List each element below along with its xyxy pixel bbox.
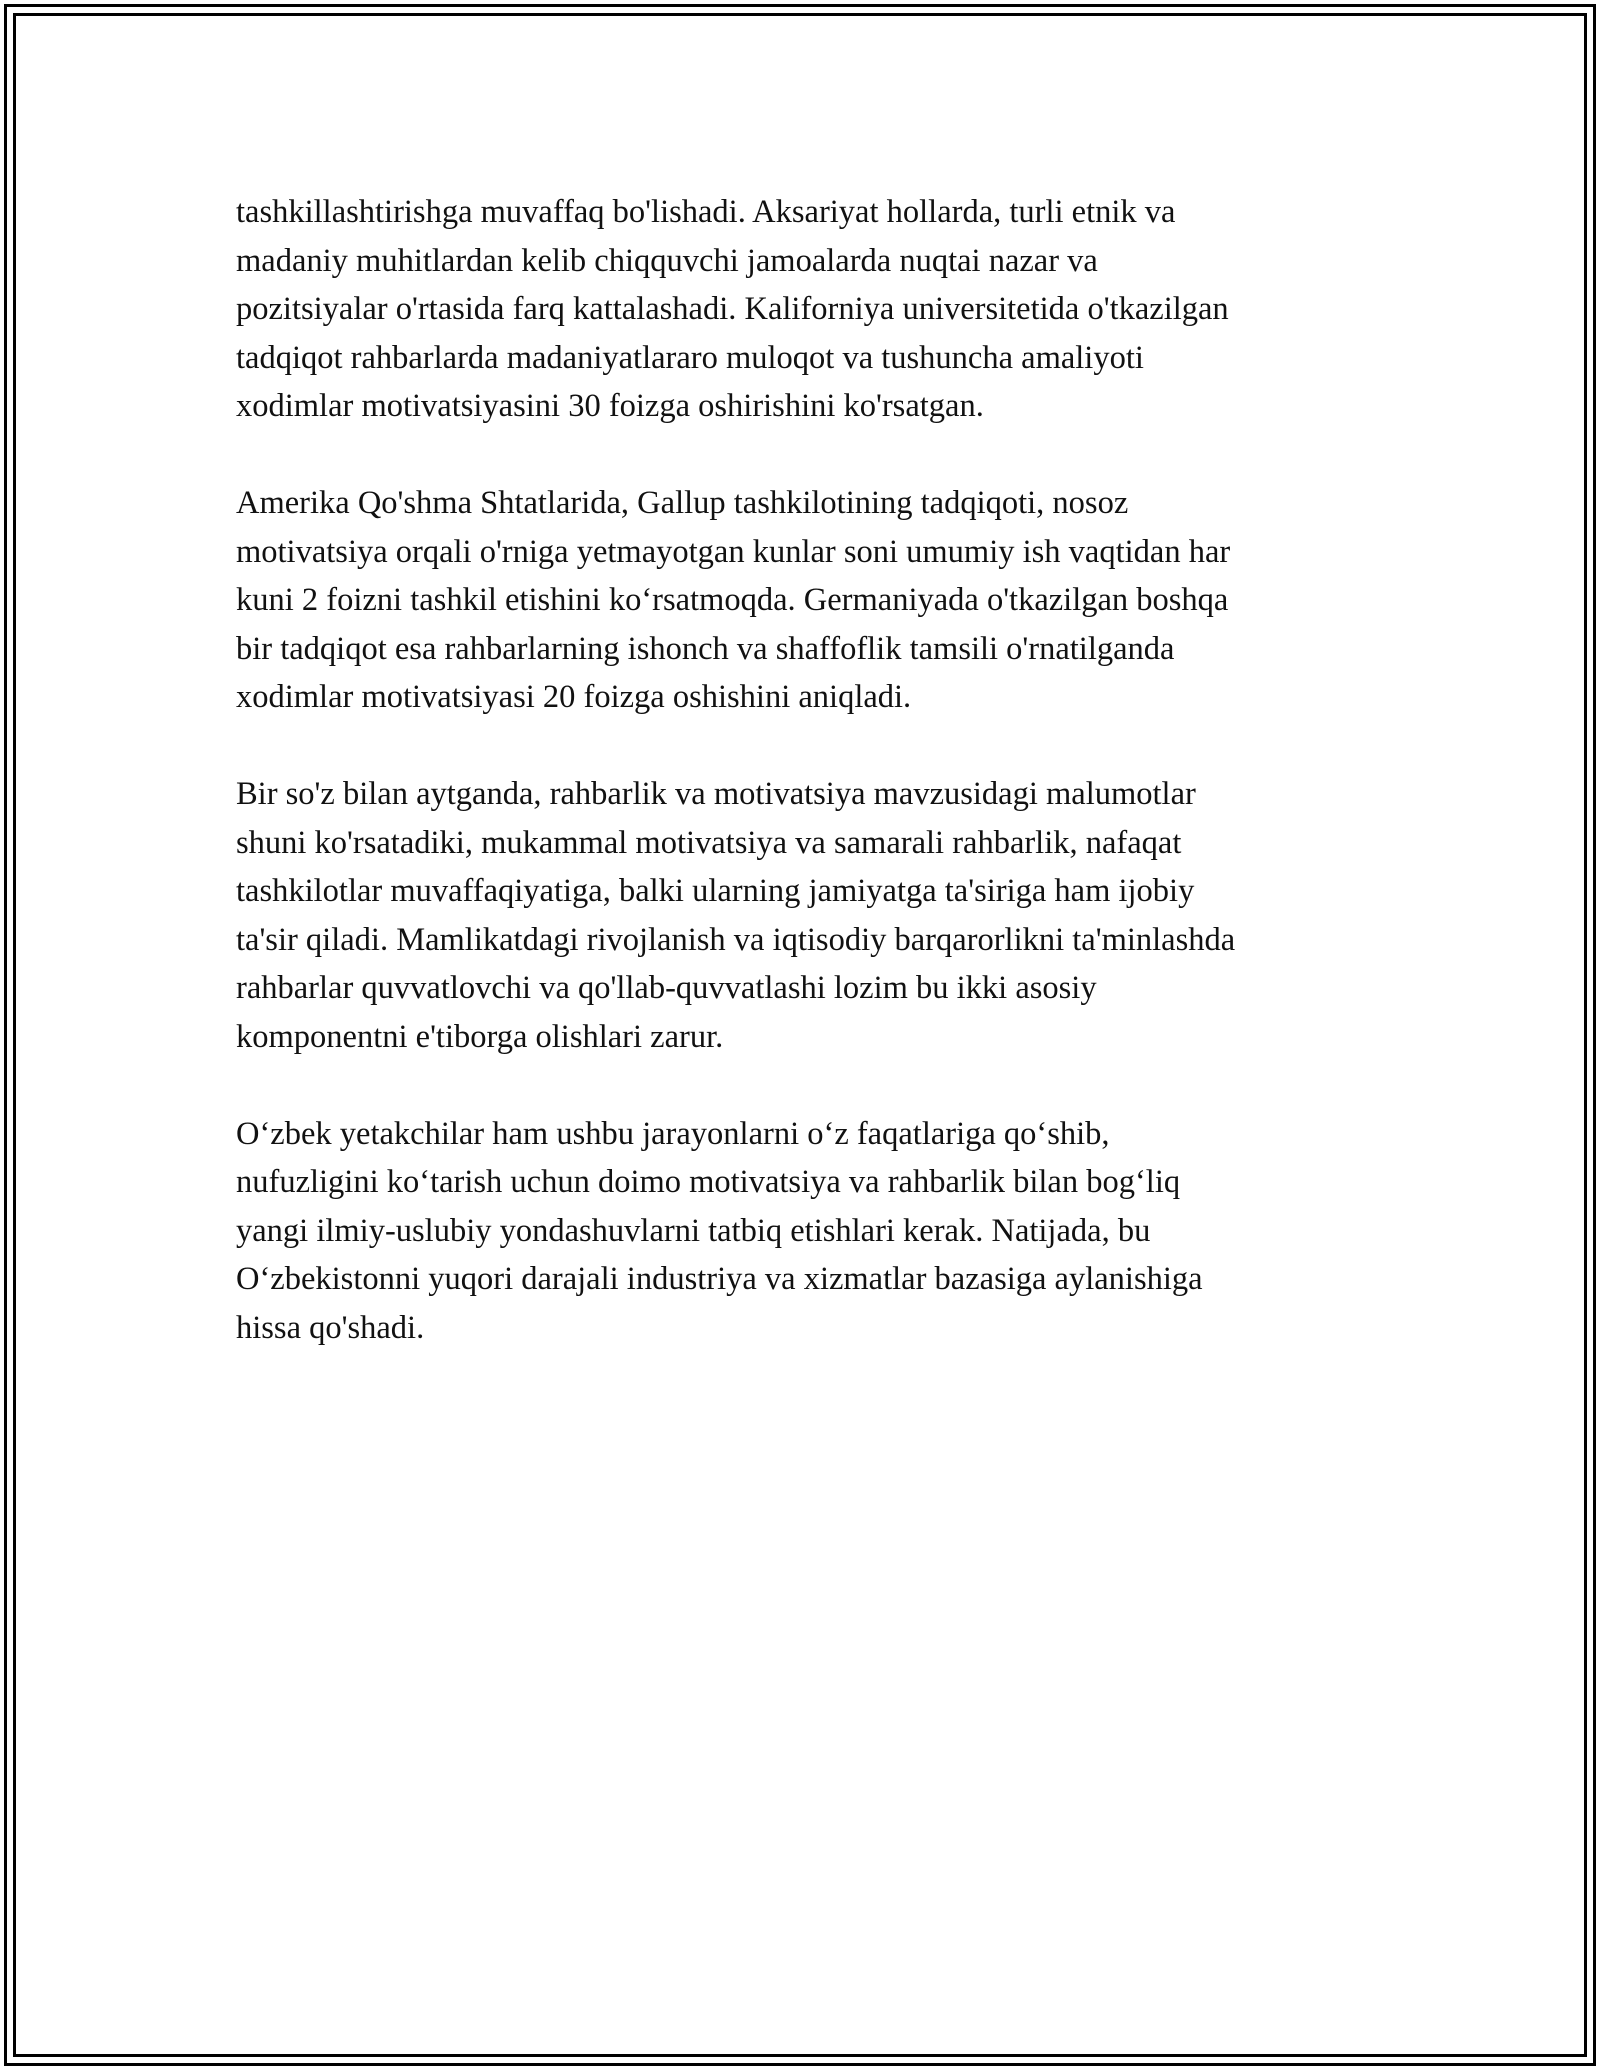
text-line: Bir so'z bilan aytganda, rahbarlik va motivatsiya mavzusidagi malumotlar (236, 776, 1196, 812)
text-line: kuni 2 foizni tashkil etishini ko‘rsatmoqda. Germaniyada o'tkazilgan boshqa (236, 582, 1229, 618)
text-line: O‘zbekistonni yuqori darajali industriya va xizmatlar bazasiga aylanishiga (236, 1261, 1203, 1297)
paragraph-1 (236, 188, 1376, 431)
paragraph-4 (236, 1110, 1376, 1353)
text-line: tashkillashtirishga muvaffaq bo'lishadi. Aksariyat hollarda, turli etnik va (236, 194, 1176, 230)
text-line: nufuzligini ko‘tarish uchun doimo motivatsiya va rahbarlik bilan bog‘liq (236, 1164, 1181, 1200)
text-line: hissa qo'shadi. (236, 1309, 425, 1346)
text-line: shuni ko'rsatadiki, mukammal motivatsiya va samarali rahbarlik, nafaqat (236, 824, 1182, 861)
text-line: komponentni e'tiborga olishlari zarur. (236, 1018, 724, 1055)
text-line: xodimlar motivatsiyasini 30 foizga oshirishini ko'rsatgan. (236, 388, 984, 424)
text-line: bir tadqiqot esa rahbarlarning ishonch va shaffoflik tamsili o'rnatilganda (236, 630, 1175, 667)
text-line: ta'sir qiladi. Mamlikatdagi rivojlanish va iqtisodiy barqarorlikni ta'minlashda (236, 921, 1236, 958)
text-line: tashkilotlar muvaffaqiyatiga, balki ularning jamiyatga ta'siriga ham ijobiy (236, 873, 1195, 909)
paragraph-3 (236, 770, 1376, 1061)
text-line: yangi ilmiy-uslubiy yondashuvlarni tatbiq etishlari kerak. Natijada, bu (236, 1212, 1151, 1249)
text-line: motivatsiya orqali o'rniga yetmayotgan kunlar soni umumiy ish vaqtidan har (236, 533, 1231, 570)
document-body (236, 188, 1376, 1401)
text-line: tadqiqot rahbarlarda madaniyatlararo muloqot va tushuncha amaliyoti (236, 339, 1144, 376)
text-line: rahbarlar quvvatlovchi va qo'llab-quvvatlashi lozim bu ikki asosiy (236, 970, 1097, 1006)
text-line: O‘zbek yetakchilar ham ushbu jarayonlarni o‘z faqatlariga qo‘shib, (236, 1115, 1110, 1152)
text-line: pozitsiyalar o'rtasida farq kattalashadi. Kaliforniya universitetida o'tkazilgan (236, 291, 1229, 327)
text-line: Amerika Qo'shma Shtatlarida, Gallup tashkilotining tadqiqoti, nosoz (236, 485, 1129, 521)
text-line: madaniy muhitlardan kelib chiqquvchi jamoalarda nuqtai nazar va (236, 242, 1098, 279)
text-line: xodimlar motivatsiyasi 20 foizga oshishini aniqladi. (236, 679, 912, 715)
paragraph-2 (236, 479, 1376, 722)
